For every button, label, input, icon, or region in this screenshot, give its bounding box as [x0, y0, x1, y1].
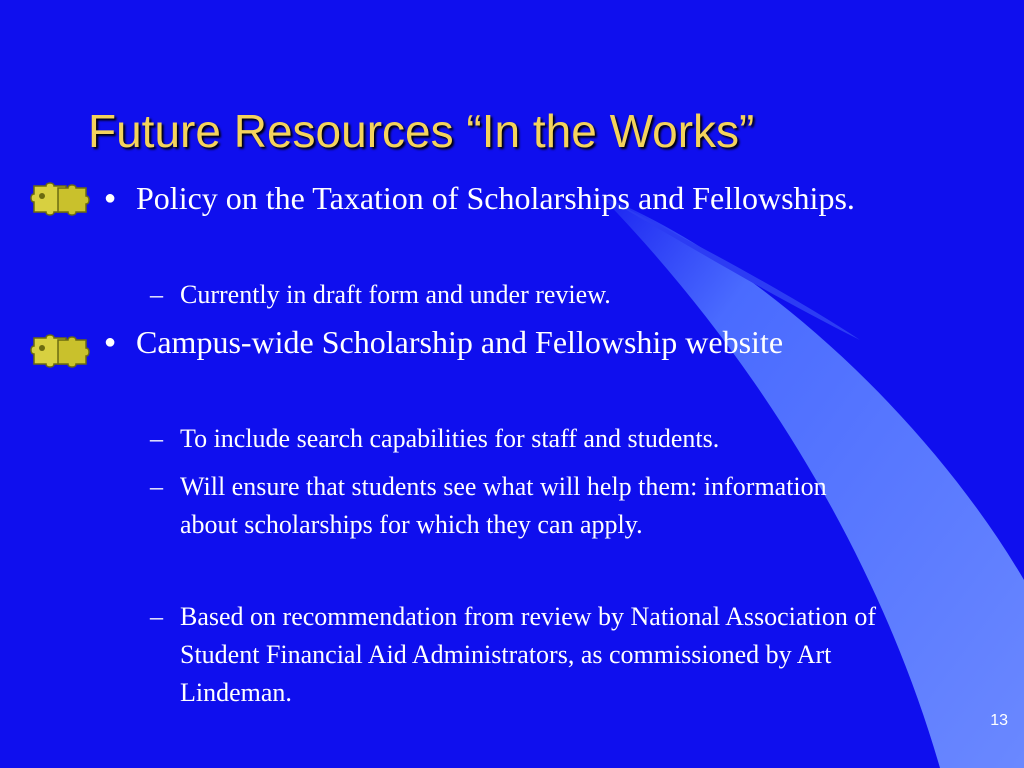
- sub-bullet-dash: –: [150, 280, 163, 309]
- sub-bullet-text: Will ensure that students see what will help them: information about scholarships for which they can apply.: [180, 472, 827, 539]
- sub-bullet-dash: –: [150, 472, 163, 501]
- puzzle-piece-icon: [24, 182, 90, 216]
- bullet-dot: ●: [104, 187, 117, 209]
- sub-bullet-text: To include search capabilities for staff and students.: [180, 424, 720, 453]
- bullet-text: Policy on the Taxation of Scholarships and Fellowships.: [136, 180, 855, 216]
- bullet-text: Campus-wide Scholarship and Fellowship website: [136, 324, 784, 360]
- sub-bullet-dash: –: [150, 424, 163, 453]
- sub-bullet-text: Currently in draft form and under review.: [180, 280, 611, 309]
- sub-bullet-dash: –: [150, 602, 163, 631]
- page-number: 13: [990, 712, 1008, 729]
- bullet-dot: ●: [104, 331, 117, 353]
- sub-bullet-text: Based on recommendation from review by National Association of Student Financial Aid Administrators, as commissioned by Art Lindeman.: [180, 602, 877, 707]
- slide-title: Future Resources “In the Works”: [88, 105, 755, 157]
- puzzle-piece-icon: [24, 334, 90, 368]
